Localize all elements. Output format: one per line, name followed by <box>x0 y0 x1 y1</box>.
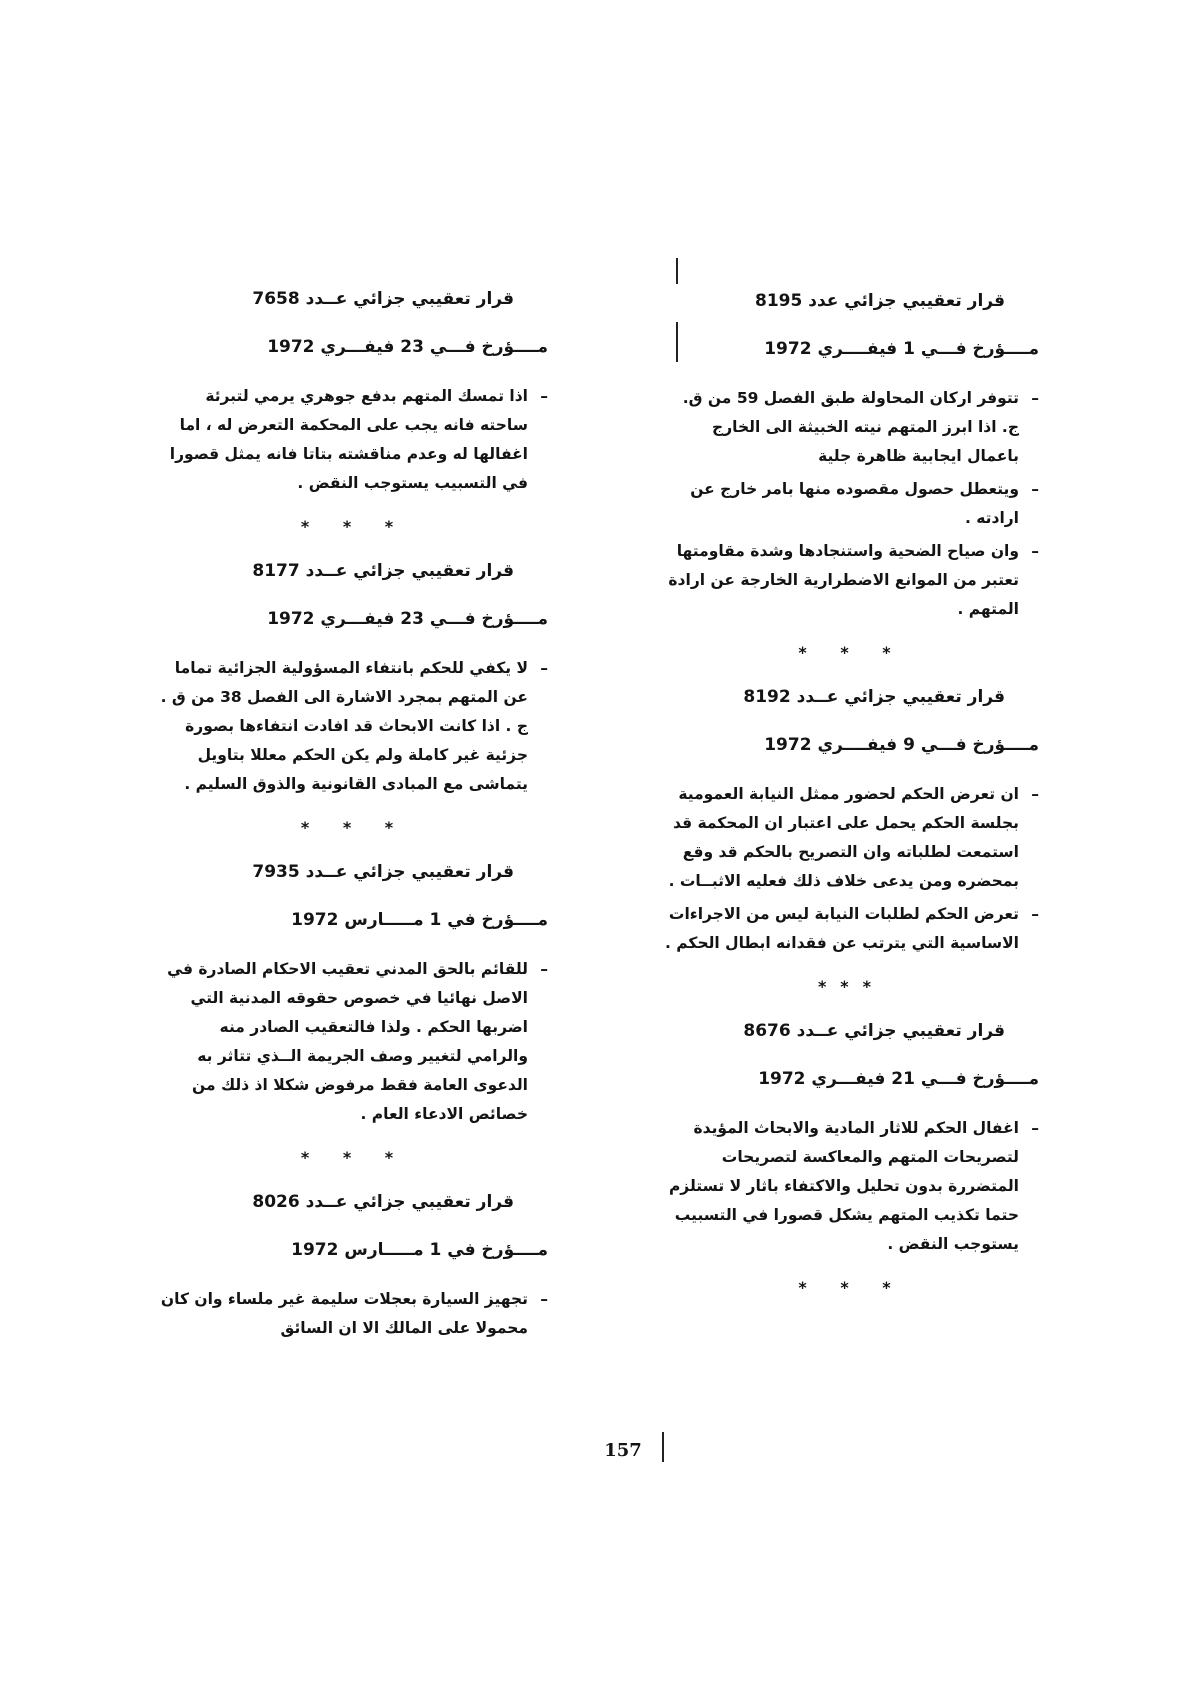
section-separator: * * * <box>300 517 408 536</box>
decision-item: – اغفال الحكم للاثار المادية والابحاث المؤيدة لتصريحات المتهم والمعاكسة لتصريحات المتضررة بدون تحليل والاكتفاء باثار لا تستلزم حتما تكذيب المتهم يشكل قصورا في التسبيب يستوجب النقض . <box>664 1114 1039 1259</box>
decision-block <box>160 286 548 540</box>
decision-heading: قرار تعقيبي جزائي عــدد 7935 <box>252 862 514 882</box>
section-separator: * * * <box>300 818 408 837</box>
decision-block <box>160 558 548 841</box>
decision-item: – وان صياح الضحية واستنجادها وشدة مقاومتها تعتبر من الموانع الاضطرارية الخارجة عن ارادة المتهم . <box>664 537 1039 624</box>
page-number: 157 <box>604 1440 642 1461</box>
decision-block <box>664 684 1039 1000</box>
section-separator: *** <box>817 977 886 996</box>
decision-item: – لا يكفي للحكم بانتفاء المسؤولية الجزائية تماما عن المتهم بمجرد الاشارة الى الفصل 38 من ق . ج . اذا كانت الابحاث قد افادت انتفاءها بصورة جزئية غير كاملة ولم يكن الحكم معللا بتاويل يتماشى مع المبادى القانونية والذوق السليم . <box>160 654 548 799</box>
section-separator: * * * <box>300 1148 408 1167</box>
decision-date: مــــؤرخ في 1 مـــــارس 1972 <box>291 910 548 930</box>
decision-item: – ويتعطل حصول مقصوده منها بامر خارج عن ارادته . <box>664 475 1039 533</box>
decision-item: – تعرض الحكم لطلبات النيابة ليس من الاجراءات الاساسية التي يترتب عن فقدانه ابطال الحكم . <box>664 900 1039 958</box>
scan-mark <box>676 258 678 284</box>
decision-heading: قرار تعقيبي جزائي عــدد 7658 <box>252 289 514 309</box>
section-separator: * * * <box>798 1278 905 1297</box>
scan-mark <box>662 1432 664 1462</box>
left-column <box>160 286 548 1347</box>
section-separator: * * * <box>798 643 905 662</box>
decision-item: – اذا تمسك المتهم بدفع جوهري يرمي لتبرئة ساحته فانه يجب على المحكمة التعرض له ، اما اغفالها له وعدم مناقشته بتاتا فانه يمثل قصورا في التسبيب يستوجب النقض . <box>160 382 548 498</box>
decision-block <box>664 288 1039 666</box>
decision-item: – تجهيز السيارة بعجلات سليمة غير ملساء وان كان محمولا على المالك الا ان السائق <box>160 1285 548 1343</box>
decision-item: – ان تعرض الحكم لحضور ممثل النيابة العمومية بجلسة الحكم يحمل على اعتبار ان المحكمة قد استمعت لطلباته وان التصريح بالحكم قد وقع بمحضره ومن يدعى خلاف ذلك فعليه الاثبــات . <box>664 780 1039 896</box>
decision-block <box>160 859 548 1171</box>
decision-heading: قرار تعقيبي جزائي عــدد 8676 <box>743 1021 1005 1041</box>
decision-date: مــــؤرخ فـــي 23 فيفـــري 1972 <box>267 609 548 629</box>
decision-heading: قرار تعقيبي جزائي عــدد 8192 <box>743 687 1005 707</box>
decision-block <box>160 1189 548 1343</box>
decision-item: – للقائم بالحق المدني تعقيب الاحكام الصادرة في الاصل نهائيا في خصوص حقوقه المدنية التي اضربها الحكم . ولذا فالتعقيب الصادر منه والرامي لتغيير وصف الجريمة الــذي تتاثر به الدعوى العامة فقط مرفوض شكلا اذ ذلك من خصائص الادعاء العام . <box>160 955 548 1129</box>
decision-date: مــــؤرخ فـــي 23 فيفـــري 1972 <box>267 337 548 357</box>
decision-date: مــــؤرخ فـــي 9 فيفــــري 1972 <box>764 735 1039 755</box>
right-column <box>664 288 1039 1319</box>
decision-date: مــــؤرخ فـــي 21 فيفـــري 1972 <box>758 1069 1039 1089</box>
decision-item: – تتوفر اركان المحاولة طبق الفصل 59 من ق. ج. اذا ابرز المتهم نيته الخبيثة الى الخارج باعمال ايجابية ظاهرة جلية <box>664 384 1039 471</box>
decision-date: مــــؤرخ فـــي 1 فيفــــري 1972 <box>764 339 1039 359</box>
decision-block <box>664 1018 1039 1301</box>
decision-heading: قرار تعقيبي جزائي عــدد 8026 <box>252 1192 514 1212</box>
decision-date: مــــؤرخ في 1 مـــــارس 1972 <box>291 1240 548 1260</box>
decision-heading: قرار تعقيبي جزائي عــدد 8177 <box>252 561 514 581</box>
scan-mark <box>676 322 678 362</box>
decision-heading: قرار تعقيبي جزائي عدد 8195 <box>754 291 1005 311</box>
